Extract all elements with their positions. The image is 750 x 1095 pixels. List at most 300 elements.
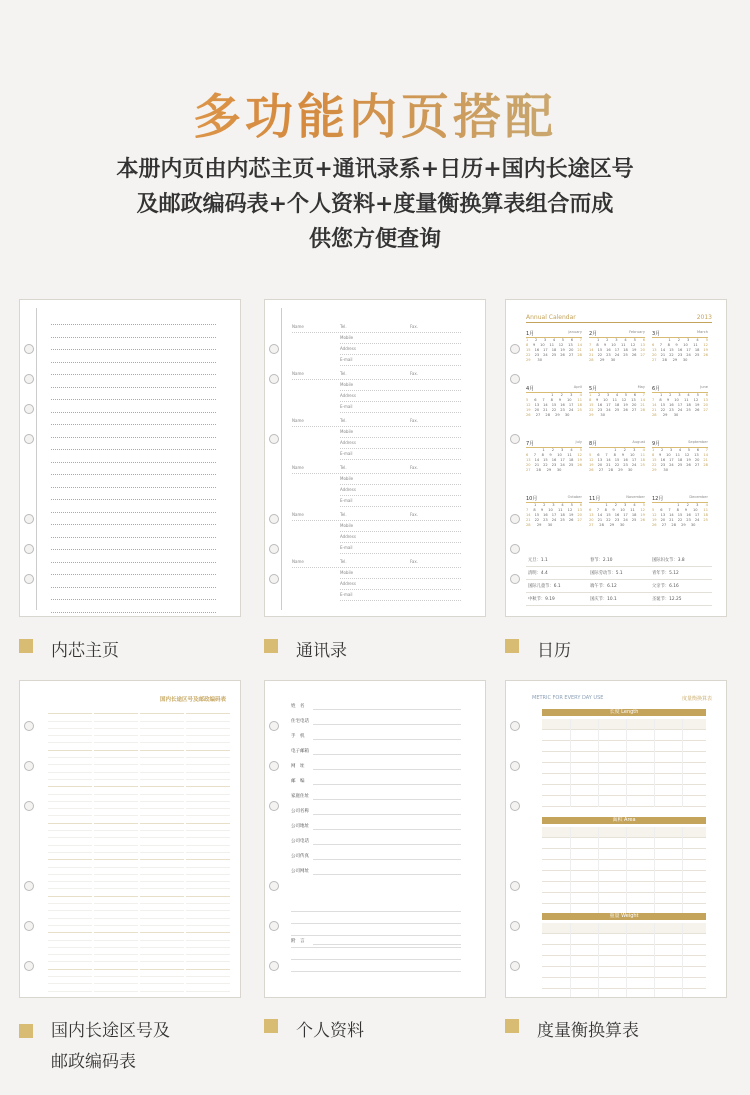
ruled-line: [51, 324, 216, 325]
field-line: [340, 390, 461, 391]
calendar-days: [526, 503, 582, 533]
area-code-row: [94, 897, 138, 904]
calendar-day: 4: [633, 503, 636, 507]
contact-field-label: Name: [292, 371, 304, 376]
calendar-day: 21: [703, 458, 708, 462]
area-code-row: [48, 707, 92, 714]
calendar-month-header: [652, 330, 708, 338]
area-code-row: [140, 970, 184, 977]
area-code-row: [94, 802, 138, 809]
calendar-day: 1: [534, 503, 537, 507]
area-code-row: [94, 911, 138, 918]
ruled-line: [51, 449, 216, 450]
calendar-day: 3: [633, 448, 636, 452]
field-line: [340, 495, 461, 496]
calendar-day: 12: [652, 513, 657, 517]
calendar-day: 10: [611, 343, 616, 347]
calendar-day: 20: [534, 408, 540, 412]
calendar-month-cn: 7月: [526, 441, 535, 447]
calendar-day: [563, 528, 564, 533]
subtitle-line: 本册内页由内芯主页+通讯录系+日历+国内长途区号: [116, 156, 634, 182]
calendar-day: 6: [633, 393, 636, 397]
metric-col: [598, 827, 599, 915]
calendar-day: [679, 473, 680, 478]
area-codes-sheet: [36, 689, 230, 991]
calendar-day: 3: [669, 448, 673, 452]
calendar-month-header: [526, 495, 582, 503]
calendar-day: 3: [561, 448, 564, 452]
area-code-row: [186, 780, 230, 787]
area-code-row: [186, 824, 230, 831]
area-codes-title: 国内长途区号及邮政编码表: [159, 697, 226, 703]
calendar-day: 15: [614, 458, 620, 462]
calendar-day: 24: [606, 408, 611, 412]
calendar-day: 1: [551, 393, 554, 397]
calendar-day: 4: [561, 503, 564, 507]
calendar-day: 10: [692, 508, 698, 512]
calendar-day: [661, 473, 662, 478]
area-code-row: [186, 853, 230, 860]
calendar-day: 16: [677, 348, 683, 352]
calendar-day: 3: [696, 503, 699, 507]
calendar-day: 19: [623, 403, 628, 407]
ruled-line: [51, 524, 216, 525]
area-code-row: [140, 875, 184, 882]
calendar-day: 28: [577, 353, 582, 357]
field-line: [340, 365, 461, 366]
ruled-line: [51, 374, 216, 375]
calendar-day: 30: [556, 468, 562, 472]
calendar-day: 17: [614, 348, 620, 352]
calendar-day: 18: [614, 403, 620, 407]
calendar-day: [622, 358, 623, 363]
calendar-day: 25: [640, 463, 645, 467]
calendar-day: 4: [678, 448, 682, 452]
area-code-row: [94, 882, 138, 889]
metric-col: [570, 719, 571, 807]
area-code-row: [140, 882, 184, 889]
contact-field-label: Address: [340, 581, 356, 586]
calendar-day: 2: [623, 448, 626, 452]
calendar-month-cn: 10月: [526, 496, 538, 502]
calendar-day: 28: [545, 413, 550, 417]
field-line: [291, 923, 461, 924]
field-line: [340, 542, 461, 543]
calendar-day: [598, 528, 599, 533]
calendar-day: 19: [568, 513, 574, 517]
calendar-day: [652, 363, 653, 368]
field-line: [340, 553, 461, 554]
area-code-row: [186, 911, 230, 918]
holiday-item: 国庆节：10.1: [588, 593, 650, 606]
bullet-square-icon: [505, 1019, 519, 1033]
calendar-day: 9: [675, 343, 678, 347]
calendar-day: 19: [589, 463, 594, 467]
field-line: [313, 784, 461, 785]
calendar-day: 2: [660, 448, 664, 452]
ruled-line: [51, 487, 216, 488]
calendar-day: 12: [630, 343, 636, 347]
calendar-day: [544, 418, 545, 423]
calendar-day: 6: [696, 448, 699, 452]
area-code-row: [48, 882, 92, 889]
area-code-row: [48, 941, 92, 948]
calendar-month: [526, 330, 582, 380]
area-code-row: [186, 941, 230, 948]
calendar-day: 26: [560, 353, 565, 357]
field-line: [340, 354, 461, 355]
personal-field-label: 手 机: [291, 734, 305, 739]
calendar-day: [565, 358, 566, 363]
area-code-row: [48, 868, 92, 875]
calendar-month-en: September: [688, 440, 708, 444]
calendar-day: 1: [660, 393, 663, 397]
calendar-month: [589, 330, 645, 380]
calendar-day: 17: [631, 458, 637, 462]
calendar-day: 23: [669, 408, 674, 412]
calendar-day: [637, 523, 638, 528]
calendar-day: [535, 363, 536, 368]
calendar-day: 11: [549, 343, 554, 347]
calendar-day: 29: [662, 413, 668, 417]
contact-field-label: Fax.: [410, 465, 419, 470]
calendar-day: [557, 358, 558, 363]
calendar-day: [689, 363, 690, 368]
area-code-row: [140, 868, 184, 875]
calendar-day: 6: [705, 393, 708, 397]
calendar-day: 20: [526, 463, 531, 467]
ruled-line: [51, 462, 216, 463]
calendar-month-header: [652, 385, 708, 393]
calendar-day: 26: [686, 463, 691, 467]
calendar-day: 17: [606, 403, 611, 407]
personal-field-label: 邮 编: [291, 779, 305, 784]
field-line: [410, 520, 461, 521]
calendar-day: 30: [619, 523, 625, 527]
calendar-week: [526, 418, 582, 423]
area-code-row: [48, 897, 92, 904]
calendar-day: 29: [599, 358, 605, 362]
calendar-day: [635, 528, 636, 533]
metric-col: [626, 719, 627, 807]
calendar-day: 20: [597, 463, 603, 467]
calendar-day: 13: [703, 398, 708, 402]
calendar-day: [544, 528, 545, 533]
calendar-day: 19: [526, 408, 531, 412]
calendar-day: 19: [703, 348, 708, 352]
calendar-day: [581, 473, 582, 478]
calendar-day: 10: [566, 398, 572, 402]
calendar-week: [526, 473, 582, 478]
calendar-day: 21: [543, 408, 548, 412]
area-code-row: [48, 765, 92, 772]
contact-field-label: Name: [292, 559, 304, 564]
calendar-day: 6: [526, 453, 529, 457]
calendar-day: [691, 468, 692, 473]
area-code-row: [186, 765, 230, 772]
calendar-day: [661, 528, 662, 533]
field-line: [340, 506, 461, 507]
calendar-day: [563, 418, 564, 423]
area-code-row: [140, 992, 184, 998]
calendar-day: 7: [652, 398, 655, 402]
calendar-day: 18: [703, 513, 708, 517]
calendar-day: 27: [661, 523, 667, 527]
calendar-day: 16: [606, 348, 611, 352]
calendar-day: 19: [577, 458, 582, 462]
calendar-day: 15: [543, 458, 548, 462]
area-code-row: [48, 795, 92, 802]
contact-field-label: E-mail: [340, 357, 353, 362]
calendar-day: [566, 523, 567, 528]
calendar-day: 12: [577, 453, 582, 457]
personal-field-label: 公司电话: [291, 839, 309, 844]
calendar-day: 2: [686, 503, 689, 507]
calendar-day: 13: [640, 343, 645, 347]
area-code-row: [48, 875, 92, 882]
area-code-row: [186, 831, 230, 838]
area-code-row: [140, 977, 184, 984]
area-code-row: [48, 904, 92, 911]
calendar-day: 11: [612, 398, 617, 402]
area-code-row: [94, 977, 138, 984]
area-code-row: [94, 904, 138, 911]
caption-text: 内芯主页: [51, 641, 119, 661]
calendar-day: [563, 363, 564, 368]
personal-sheet: [281, 689, 475, 991]
calendar-day: 6: [570, 338, 573, 342]
area-code-row: [186, 977, 230, 984]
calendar-day: 28: [652, 413, 657, 417]
calendar-day: [685, 413, 686, 418]
calendar-day: [698, 528, 699, 533]
calendar-day: 8: [613, 453, 616, 457]
metric-col: [570, 923, 571, 998]
area-code-row: [140, 765, 184, 772]
calendar-day: 4: [687, 393, 690, 397]
calendar-day: [616, 473, 617, 478]
calendar-day: [698, 363, 699, 368]
calendar-day: 24: [669, 463, 674, 467]
calendar-day: 8: [550, 398, 553, 402]
calendar-day: 5: [526, 398, 529, 402]
calendar-day: 11: [620, 343, 626, 347]
calendar-day: 23: [606, 353, 611, 357]
calendar-day: 13: [534, 403, 540, 407]
calendar-day: 2: [534, 338, 538, 342]
calendar-day: 29: [536, 523, 542, 527]
contact-field-label: Name: [292, 418, 304, 423]
calendar-day: 26: [631, 353, 637, 357]
calendar-day: 25: [551, 353, 557, 357]
area-code-row: [94, 765, 138, 772]
calendar-day: 25: [694, 353, 700, 357]
calendar-week: [589, 473, 645, 478]
calendar-day: 26: [623, 408, 628, 412]
area-code-row: [94, 926, 138, 933]
ruled-line: [51, 612, 216, 613]
calendar-day: 2: [551, 448, 554, 452]
calendar-day: 8: [652, 453, 655, 457]
ruled-line: [51, 537, 216, 538]
calendar-month-en: March: [697, 330, 708, 334]
calendar-day: 23: [560, 408, 565, 412]
calendar-day: 20: [640, 348, 645, 352]
calendar-day: [589, 363, 590, 368]
calendar-day: 9: [533, 343, 536, 347]
area-code-row: [186, 897, 230, 904]
calendar-day: 11: [577, 398, 582, 402]
calendar-day: [544, 363, 545, 368]
area-code-row: [94, 868, 138, 875]
calendar-day: 29: [672, 358, 678, 362]
calendar-day: [679, 418, 680, 423]
calendar-days: [652, 448, 708, 478]
metric-section-weight: 重量 Weight: [542, 913, 706, 920]
page-subtitle: [0, 152, 750, 257]
area-code-row: [140, 773, 184, 780]
calendar-day: 3: [543, 338, 547, 342]
calendar-day: 19: [694, 403, 700, 407]
calendar-day: [574, 468, 575, 473]
calendar-month-cn: 1月: [526, 331, 535, 337]
calendar-day: [612, 413, 613, 418]
contact-field-label: Mobile: [340, 382, 354, 387]
field-line: [410, 473, 461, 474]
calendar-day: 16: [614, 513, 620, 517]
personal-field-label: 住宅电话: [291, 719, 309, 724]
metric-title: METRIC FOR EVERY DAY USE: [532, 695, 604, 701]
metric-col: [654, 827, 655, 915]
contact-field-label: Tel.: [340, 418, 347, 423]
calendar-week: [589, 363, 645, 368]
calendar-day: 24: [560, 463, 565, 467]
area-code-row: [48, 802, 92, 809]
calendar-day: 19: [686, 458, 691, 462]
calendar-day: 6: [660, 508, 663, 512]
area-code-row: [94, 809, 138, 816]
calendar-day: [567, 468, 568, 473]
calendar-day: 14: [543, 403, 548, 407]
calendar-day: 18: [686, 403, 691, 407]
area-code-row: [186, 795, 230, 802]
subtitle-line: 及邮政编码表+个人资料+度量衡换算表组合而成: [136, 191, 614, 217]
calendar-day: 25: [703, 518, 708, 522]
calendar-day: [652, 528, 653, 533]
area-code-row: [140, 816, 184, 823]
calendar-day: 11: [703, 508, 708, 512]
area-code-row: [48, 729, 92, 736]
calendar-day: 24: [686, 353, 691, 357]
area-code-row: [140, 955, 184, 962]
calendar-day: 22: [669, 353, 674, 357]
area-code-row: [140, 853, 184, 860]
field-line: [340, 412, 461, 413]
holiday-item: 国际儿童节：6.1: [526, 580, 588, 593]
field-line: [291, 947, 461, 948]
field-line: [313, 724, 461, 725]
calendar-day: 27: [694, 463, 700, 467]
ruled-line: [51, 387, 216, 388]
page-sheet: [36, 308, 230, 610]
calendar-day: 10: [620, 508, 625, 512]
calendar-month-en: August: [632, 440, 645, 444]
calendar-day: [581, 528, 582, 533]
calendar-day: [620, 413, 621, 418]
personal-field-label: 电子邮箱: [291, 749, 309, 754]
calendar-month: [652, 440, 708, 490]
area-code-row: [140, 897, 184, 904]
calendar-day: 9: [659, 453, 662, 457]
calendar-day: 20: [568, 348, 574, 352]
calendar-day: [572, 418, 573, 423]
area-code-row: [48, 824, 92, 831]
calendar-month-header: [526, 440, 582, 448]
area-code-column: [94, 707, 138, 987]
calendar-day: 24: [614, 353, 620, 357]
calendar-day: 23: [660, 463, 666, 467]
field-line: [291, 971, 461, 972]
calendar-day: 30: [663, 468, 668, 472]
calendar-day: 3: [624, 503, 627, 507]
calendar-day: 28: [703, 463, 708, 467]
calendar-day: 1: [542, 448, 545, 452]
field-line: [291, 959, 461, 960]
calendar-day: [635, 418, 636, 423]
calendar-day: 12: [703, 343, 708, 347]
area-code-row: [186, 751, 230, 758]
calendar-day: 2: [606, 338, 609, 342]
calendar-day: [607, 473, 608, 478]
calendar-year: 2013: [696, 314, 712, 321]
calendar-day: 27: [535, 413, 541, 417]
calendar-day: 2: [543, 503, 546, 507]
calendar-day: 9: [596, 398, 599, 402]
calendar-days: [526, 338, 582, 368]
area-code-row: [186, 758, 230, 765]
calendar-day: 15: [669, 348, 674, 352]
calendar-day: 1: [677, 503, 680, 507]
calendar-month-header: [589, 440, 645, 448]
calendar-day: [661, 363, 662, 368]
calendar-day: 14: [526, 513, 531, 517]
calendar-day: 8: [676, 508, 679, 512]
calendar-day: [526, 418, 527, 423]
calendar-day: 26: [640, 518, 645, 522]
calendar-day: 17: [686, 348, 691, 352]
calendar-day: 19: [631, 348, 637, 352]
calendar-day: 7: [596, 508, 600, 512]
calendar-day: 10: [629, 453, 635, 457]
calendar-day: [670, 473, 671, 478]
calendar-day: 30: [682, 358, 688, 362]
metric-col: [682, 719, 683, 807]
area-code-row: [140, 904, 184, 911]
calendar-day: 21: [597, 518, 603, 522]
area-code-row: [94, 970, 138, 977]
field-line: [340, 600, 461, 601]
area-code-row: [48, 911, 92, 918]
calendar-day: 13: [589, 513, 594, 517]
area-code-row: [94, 889, 138, 896]
calendar-month-en: October: [567, 495, 582, 499]
calendar-month-header: [589, 385, 645, 393]
calendar-day: 21: [577, 348, 582, 352]
calendar-day: [616, 528, 617, 533]
calendar-day: [689, 418, 690, 423]
calendar-day: 1: [589, 393, 592, 397]
calendar-day: 5: [687, 448, 691, 452]
